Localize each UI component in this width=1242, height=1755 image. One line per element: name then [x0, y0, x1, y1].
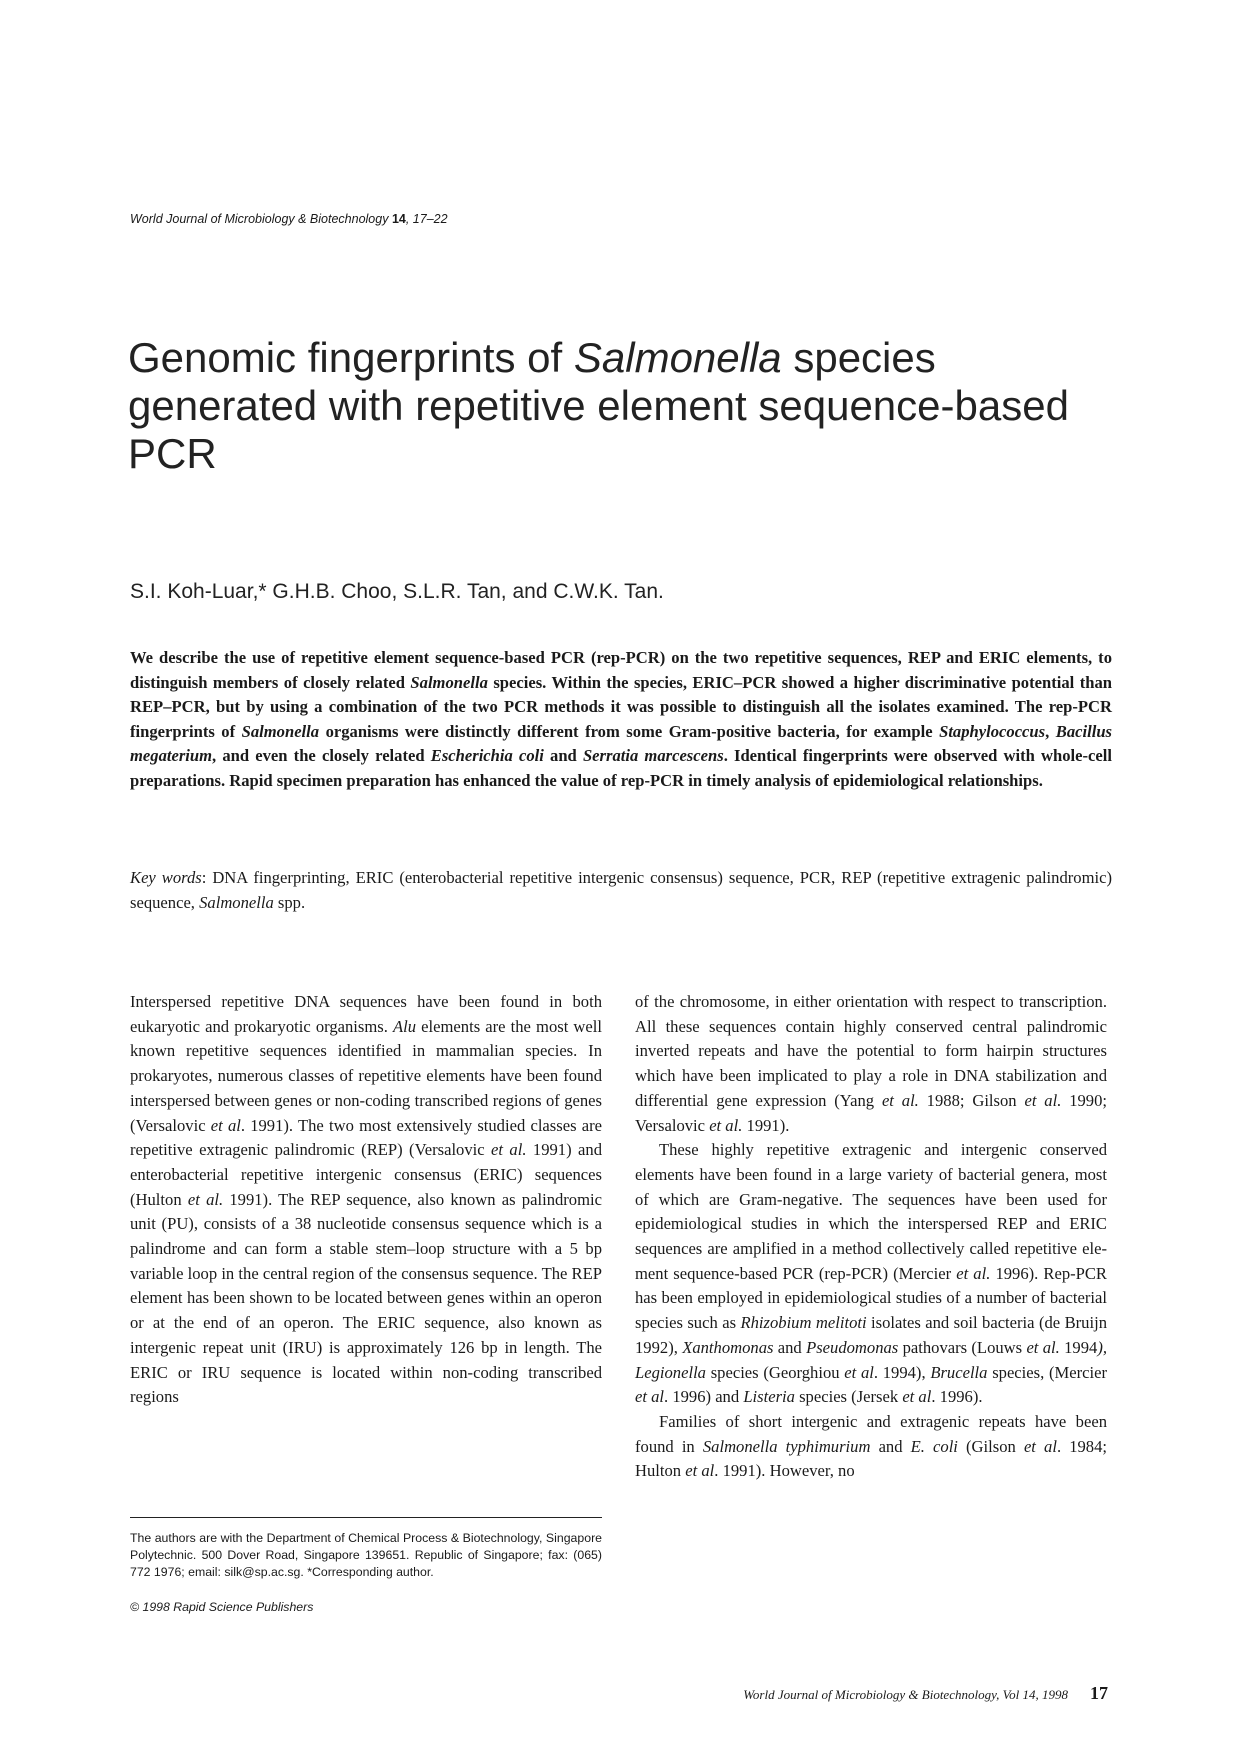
footer-journal: World Journal of Microbiology & Biotechnology, Vol 14, 1998 — [743, 1687, 1068, 1702]
volume-number: 14 — [391, 212, 406, 226]
keywords: Key words: DNA fingerprinting, ERIC (enterobacterial repetitive intergenic consensus) sequence, PCR, REP (repetitive extragenic palindromic) sequence, Salmonella spp. — [130, 868, 1112, 912]
abstract: We describe the use of repetitive element sequence-based PCR (rep-PCR) on the two repetitive sequences, REP and ERIC elements, to distinguish members of closely related Salmonella species. Within the species, ERIC–PCR showed a higher discriminative potential than REP–PCR, but by using a combination of the two PCR methods it was possible to distinguish all the isolates examined. The rep-PCR fingerprints of Salmonella organisms were distinctly different from some Gram-positive bacteria, for example Staphylococcus, Bacillus megaterium, and even the closely related Escherichia coli and Serratia marcescens. Identical fingerprints were observed with whole-cell preparations. Rapid specimen preparation has enhanced the value of rep-PCR in timely analysis of epidemiological relationships. — [130, 648, 1113, 790]
page-footer — [720, 1683, 1108, 1704]
page-range: , 17–22 — [405, 212, 448, 226]
page-number: 17 — [1090, 1683, 1108, 1703]
keywords-label: Key words — [130, 868, 202, 887]
paragraph: of the chromosome, in either orientation with respect to transcription. All these sequences contain highly conserved central palindromic inverted repeats and have the potential to form hairpin structures which have been implicated to play a role in DNA stabilization and differential gene expression (Yang et al. 1988; Gilson et al. 1990; Versalovic et al. 1991). — [635, 992, 1107, 1135]
author-list: S.I. Koh-Luar,* G.H.B. Choo, S.L.R. Tan, and C.W.K. Tan. — [130, 580, 664, 603]
running-head — [130, 212, 448, 226]
paragraph: Interspersed repetitive DNA sequences have been found in both eukaryotic and prokaryotic organisms. Alu elements are the most well known repetitive sequences identified in mammalian species. In prokaryotes, numerous classes of repetitive elements have been found interspersed between genes or non-coding transcribed regions of genes (Versalovic et al. 1991). The two most extensively studied classes are repetitive extragenic palindromic (REP) (Versalovic et al. 1991) and enterobacterial repetitive intergenic consensus (ERIC) sequences (Hulton et al. 1991). The REP sequence, also known as palindromic unit (PU), consists of a 38 nucleotide consensus sequence which is a palindrome and can form a stable stem–loop structure with a 5 bp variable loop in the central region of the consensus sequence. The REP element has been shown to be located between genes within an operon or at the end of an operon. The ERIC sequence, also known as intergenic repeat unit (IRU) is approximately 126 bp in length. The ERIC or IRU sequence is located within non-coding transcribed regions — [130, 992, 602, 1407]
paragraph: Families of short intergenic and extragenic repeats have been found in Salmonella typhimurium and E. coli (Gilson et al. 1984; Hulton et al. 1991). However, no — [635, 1411, 1107, 1481]
copyright-notice: © 1998 Rapid Science Publishers — [130, 1600, 314, 1614]
footnote-divider — [130, 1517, 602, 1518]
paragraph: These highly repetitive extragenic and intergenic conserved elements have been found in a large variety of bacterial genera, most of which are Gram-negative. The sequences have been used for epidemiological studies in which the interspersed REP and ERIC sequences are amplified in a method collectively called repetitive element sequence-based PCR (rep-PCR) (Mercier et al. 1996). Rep-PCR has been employed in epidemiological studies of a number of bacterial species such as Rhizobium melitoti isolates and soil bacteria (de Bruijn 1992), Xanthomonas and Pseudomonas pathovars (Louws et al. 1994), Legionella species (Georghiou et al. 1994), Brucella species, (Mercier et al. 1996) and Listeria species (Jersek et al. 1996). — [635, 1140, 1108, 1407]
body-column-left — [130, 990, 602, 1410]
journal-name: World Journal of Microbiology & Biotechnology — [130, 212, 389, 226]
body-column-right — [635, 990, 1107, 1484]
article-title: Genomic fingerprints of Salmonella species generated with repetitive element sequence-based PCR — [128, 334, 1069, 477]
author-affiliation-footnote: The authors are with the Department of Chemical Process & Biotechnology, Singapore Polytechnic. 500 Dover Road, Singapore 139651. Republic of Singapore; fax: (065) 772 1976; email: silk@sp.ac.sg. *Corresponding author. — [130, 1531, 602, 1579]
